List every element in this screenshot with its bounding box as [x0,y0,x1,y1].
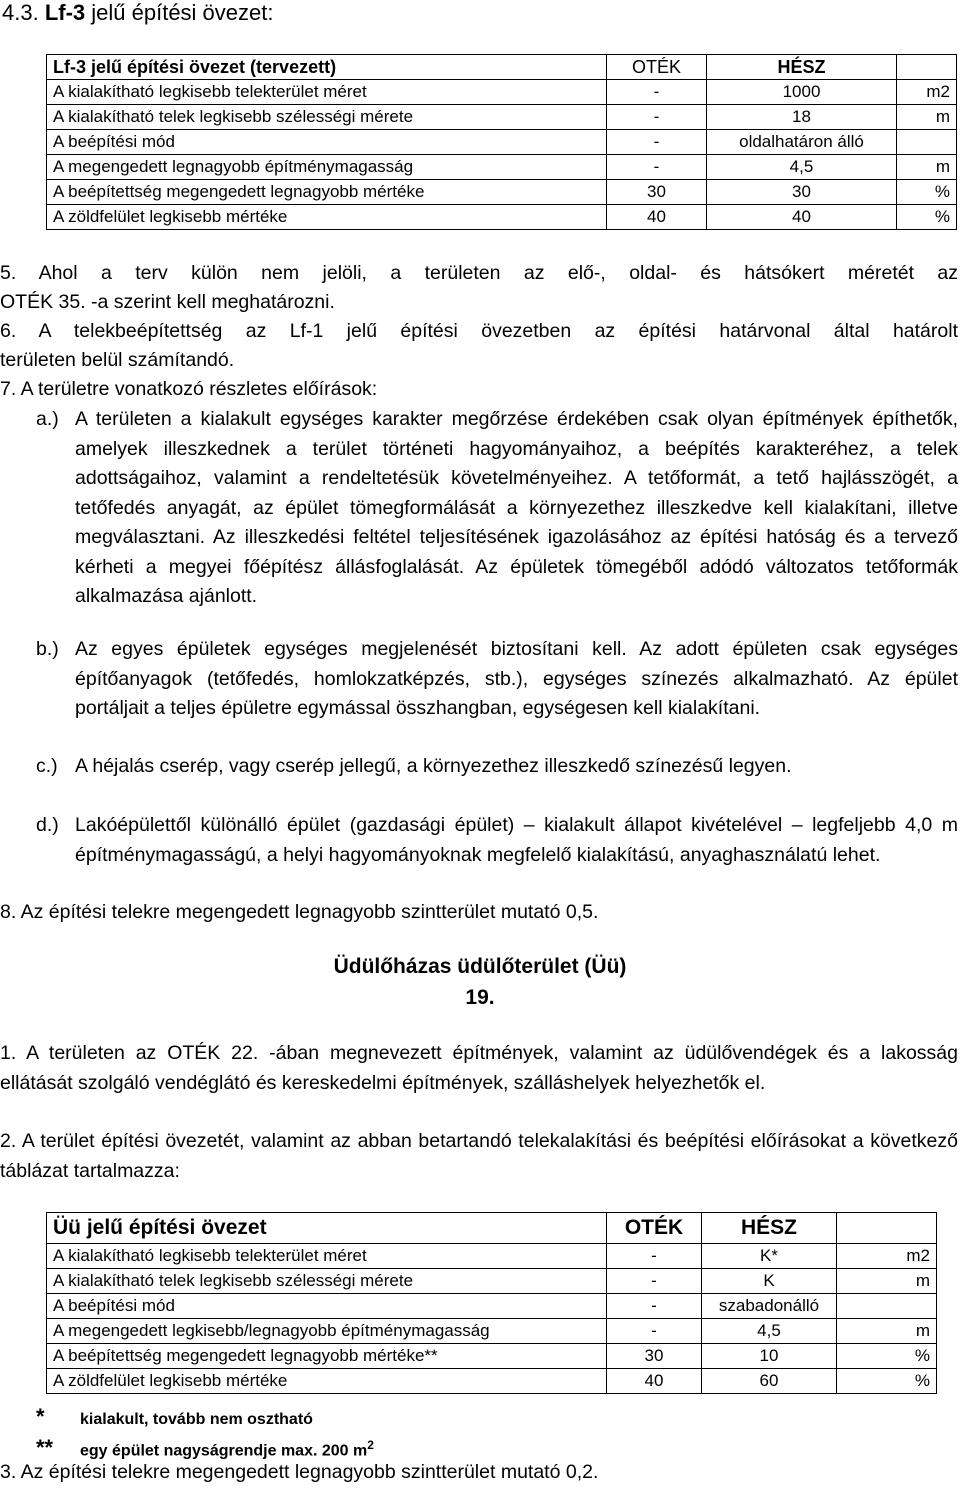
row-otek: 40 [607,205,707,230]
table-row [47,205,957,230]
footnote-2-superscript: 2 [367,1438,374,1452]
row-name: A megengedett legkisebb/legnagyobb építménymagasság [47,1319,607,1344]
row-hesz: 10 [702,1344,837,1369]
footnote-1-text: kialakult, tovább nem osztható [80,1411,313,1428]
row-unit: % [897,205,957,230]
table-header-hesz: HÉSZ [707,55,897,80]
row-hesz: K [702,1269,837,1294]
section-heading [2,0,274,26]
row-unit: m [837,1319,937,1344]
row-otek: - [607,155,707,180]
row-otek: 30 [607,1344,702,1369]
table-header-name: Üü jelű építési övezet [47,1213,607,1244]
row-hesz: 60 [702,1369,837,1394]
row-name: A beépítési mód [47,130,607,155]
row-name: A beépítési mód [47,1294,607,1319]
row-unit [897,130,957,155]
row-hesz: 4,5 [707,155,897,180]
item-d-label: d.) [36,814,59,836]
row-otek: - [607,130,707,155]
table-header-name: Lf-3 jelű építési övezet (tervezett) [47,55,607,80]
lf3-zone-table [46,54,957,230]
row-otek: - [607,1319,702,1344]
table-header-row [47,55,957,80]
row-hesz: 18 [707,105,897,130]
row-unit: m [897,105,957,130]
row-otek: - [607,105,707,130]
section-heading-rest: jelű építési övezet: [85,0,274,25]
row-name: A kialakítható legkisebb telekterület méret [47,1244,607,1269]
paragraph-5-line-2: OTÉK 35. -a szerint kell meghatározni. [0,291,335,313]
section2-paragraph-3: 3. Az építési telekre megengedett legnagyobb szintterület mutató 0,2. [0,1461,599,1483]
item-b-label: b.) [36,638,59,660]
table-header-unit [897,55,957,80]
table-row [47,1269,937,1294]
row-hesz: 1000 [707,80,897,105]
row-hesz: 40 [707,205,897,230]
row-name: A beépítettség megengedett legnagyobb mértéke [47,180,607,205]
row-hesz: 30 [707,180,897,205]
item-c-label: c.) [36,755,58,777]
table-row [47,1244,937,1269]
section-code: Lf-3 [44,0,86,25]
table-header-otek: OTÉK [607,1213,702,1244]
item-a-label: a.) [36,408,59,430]
table-row [47,1319,937,1344]
uu-zone-table [46,1212,937,1394]
item-c-text: A héjalás cserép, vagy cserép jellegű, a környezethez illeszkedő színezésű legyen. [75,755,792,777]
table-header-row [47,1213,937,1244]
row-otek: 30 [607,180,707,205]
table-row [47,105,957,130]
row-hesz: szabadonálló [702,1294,837,1319]
row-name: A kialakítható legkisebb telekterület méret [47,80,607,105]
section-title: Üdülőházas üdülőterület (Üü) [333,955,627,978]
table-row [47,180,957,205]
row-unit: % [897,180,957,205]
footnote-1 [36,1404,313,1433]
row-otek: - [607,1244,702,1269]
table-row [47,130,957,155]
row-otek: - [607,80,707,105]
paragraph-7: 7. A területre vonatkozó részletes előírások: [0,378,378,400]
row-name: A zöldfelület legkisebb mértéke [47,1369,607,1394]
row-unit: m [837,1269,937,1294]
table-row [47,1369,937,1394]
table-row [47,1294,937,1319]
row-unit: m [897,155,957,180]
table-header-unit [837,1213,937,1244]
row-hesz: oldalhatáron álló [707,130,897,155]
paragraph-6-line-2: területen belül számítandó. [0,349,235,371]
table-header-hesz: HÉSZ [702,1213,837,1244]
item-d-text: Lakóépülettől különálló épület (gazdasági épület) – kialakult állapot kivételével – legfeljebb 4,0 m építménymagasságú, a helyi hagyományoknak megfelelő kialakítású, anyaghasználatú lehet. [75,814,958,866]
row-unit: m2 [897,80,957,105]
table-header-otek: OTÉK [607,55,707,80]
row-hesz: 4,5 [702,1319,837,1344]
row-name: A zöldfelület legkisebb mértéke [47,205,607,230]
table-row [47,1344,937,1369]
footnote-1-mark: * [36,1404,45,1429]
footnote-2-mark: ** [36,1435,54,1461]
row-otek: - [607,1294,702,1319]
table-row [47,80,957,105]
table-row [47,155,957,180]
paragraph-8: 8. Az építési telekre megengedett legnagyobb szintterület mutató 0,5. [0,901,599,923]
footnote-2-text: egy épület nagyságrendje max. 200 m [80,1442,368,1460]
row-unit: % [837,1344,937,1369]
item-b-text: Az egyes épületek egységes megjelenését biztosítani kell. Az adott épületen csak egységes építőanyagok (tetőfedés, homlokzatképzés, stb.), egységes színezés alkalmazható. Az épület portáljait a teljes épületre egymással összhangban, egységesen kell kialakítani. [75,638,958,719]
row-unit [837,1294,937,1319]
row-unit: m2 [837,1244,937,1269]
item-a-text: A területen a kialakult egységes karakter megőrzése érdekében csak olyan építmények építhetők, amelyek illeszkednek a terület történeti hagyományaihoz, a beépítés karakteréhez, a telek adottságaihoz, valamint a rendeltetésük követelményeihez. A tetőformát, a tető hajlásszögét, a tetőfedés anyagát, az épület tömegformálását a környezethez illeszkedve kell kialakítani, illetve megválasztani. Az illeszkedési feltétel teljesítésének igazolásához az építési hatóság és a tervező kérheti a megyei főépítész állásfoglalását. Az épületek tömegéből adódó változatos tetőformák alkalmazása ajánlott. [75,408,958,607]
row-otek: 40 [607,1369,702,1394]
section-number: 4.3. [2,0,39,25]
row-name: A kialakítható telek legkisebb szélességi mérete [47,105,607,130]
row-unit: % [837,1369,937,1394]
section-paragraph-number: 19. [465,986,495,1009]
row-name: A kialakítható telek legkisebb szélességi mérete [47,1269,607,1294]
row-hesz: K* [702,1244,837,1269]
section2-paragraph-1: 1. A területen az OTÉK 22. -ában megnevezett építmények, valamint az üdülővendégek és a lakosság ellátását szolgáló vendéglátó és kereskedelmi építmények, szálláshelyek helyezhetők el. [0,1042,958,1094]
paragraph-5-line-1: 5. Ahol a terv külön nem jelöli, a területen az elő-, oldal- és hátsókert méretét az [0,262,958,284]
row-name: A megengedett legnagyobb építménymagasság [47,155,607,180]
row-otek: - [607,1269,702,1294]
section2-paragraph-2: 2. A terület építési övezetét, valamint az abban betartandó telekalakítási és beépítési előírásokat a következő táblázat tartalmazza: [0,1130,958,1182]
row-name: A beépítettség megengedett legnagyobb mértéke** [47,1344,607,1369]
paragraph-6-line-1: 6. A telekbeépítettség az Lf-1 jelű építési övezetben az építési határvonal által határolt [0,320,958,342]
